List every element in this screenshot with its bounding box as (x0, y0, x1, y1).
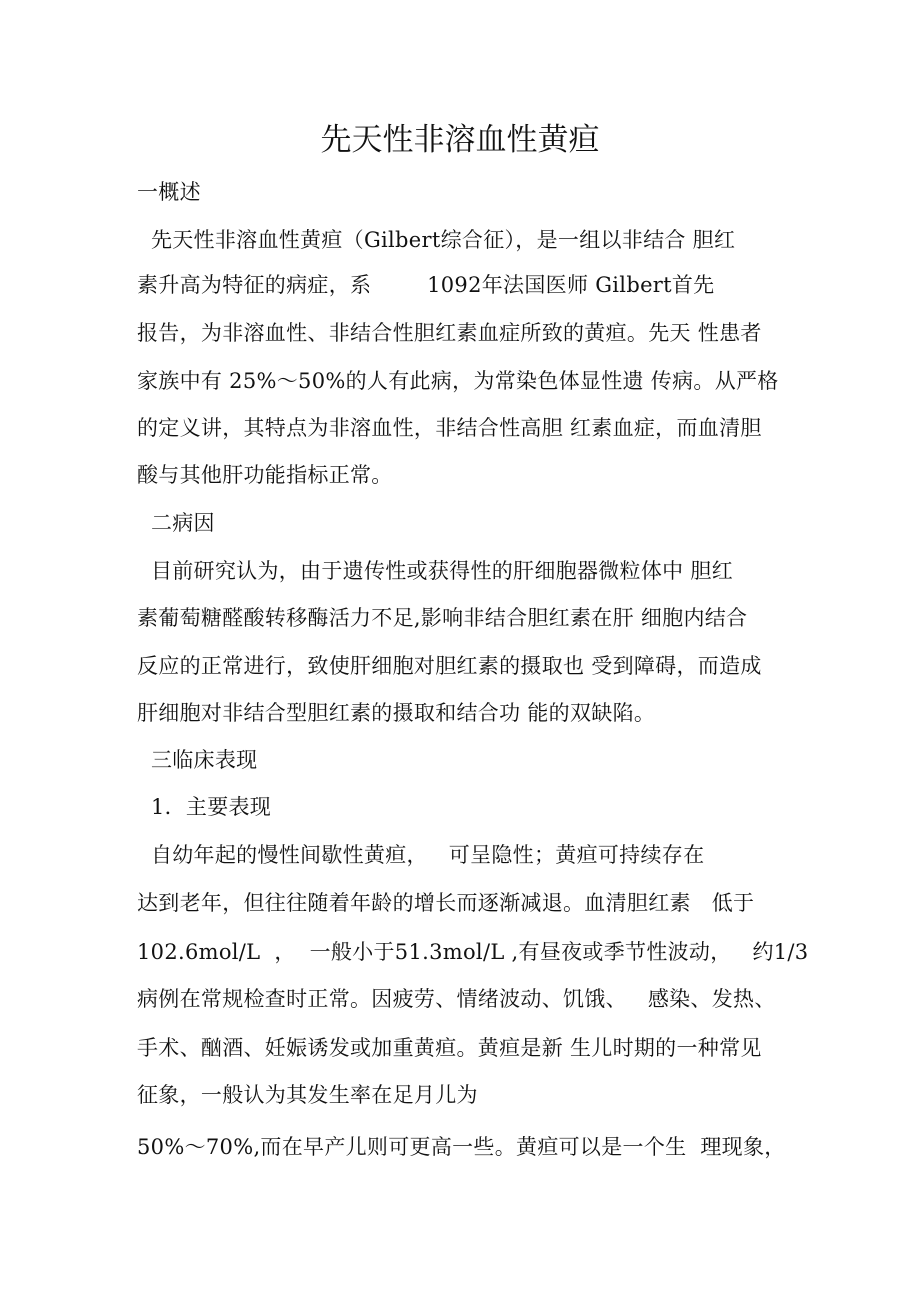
paragraph-line: 家族中有 25%～50%的人有此病，为常染色体显性遗 传病。从严格 (137, 369, 779, 393)
paragraph-line: 素葡萄糖醛酸转移酶活力不足,影响非结合胆红素在肝 细胞内结合 (137, 606, 748, 630)
paragraph-line: 达到老年，但往往随着年龄的增长而逐渐减退。血清胆红素 低于 (137, 891, 755, 915)
paragraph-line: 病例在常规检查时正常。因疲劳、情绪波动、饥饿、 感染、发热、 (137, 987, 776, 1011)
paragraph-line: 征象，一般认为其发生率在足月儿为 (137, 1083, 478, 1107)
document-title: 先天性非溶血性黄疸 (320, 122, 600, 158)
paragraph-line: 102.6mol/L ， 一般小于51.3mol/L ,有昼夜或季节性波动， 约1/3 (137, 940, 809, 964)
paragraph-line: 自幼年起的慢性间歇性黄疸， 可呈隐性；黄疸可持续存在 (137, 843, 705, 867)
subsection-heading-main: 1．主要表现 (137, 795, 272, 819)
paragraph-line: 目前研究认为，由于遗传性或获得性的肝细胞器微粒体中 胆红 (137, 559, 734, 583)
paragraph-line: 报告，为非溶血性、非结合性胆红素血症所致的黄疸。先天 性患者 (137, 321, 762, 345)
paragraph-line: 酸与其他肝功能指标正常。 (137, 463, 393, 487)
paragraph-line: 手术、酗酒、妊娠诱发或加重黄疸。黄疸是新 生儿时期的一种常见 (137, 1036, 762, 1060)
paragraph-line: 反应的正常进行，致使肝细胞对胆红素的摄取也 受到障碍，而造成 (137, 654, 762, 678)
section-heading-overview: 一概述 (137, 180, 201, 204)
section-heading-clinical: 三临床表现 (137, 748, 258, 772)
paragraph-line: 素升高为特征的病症，系 1092年法国医师 Gilbert首先 (137, 273, 715, 297)
paragraph-line: 50%～70%,而在早产儿则可更高一些。黄疸可以是一个生 理现象， (137, 1135, 786, 1159)
paragraph-line: 先天性非溶血性黄疸（Gilbert综合征），是一组以非结合 胆红 (137, 228, 736, 252)
section-heading-cause: 二病因 (137, 511, 215, 535)
paragraph-line: 肝细胞对非结合型胆红素的摄取和结合功 能的双缺陷。 (137, 701, 656, 725)
paragraph-line: 的定义讲，其特点为非溶血性，非结合性高胆 红素血症，而血清胆 (137, 416, 762, 440)
